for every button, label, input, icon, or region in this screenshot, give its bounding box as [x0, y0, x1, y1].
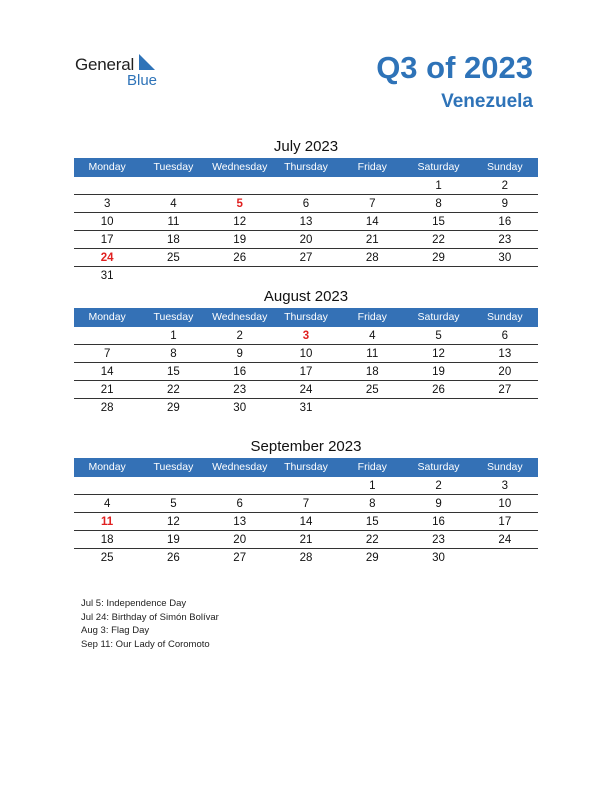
day-cell: 20: [233, 534, 247, 546]
holiday-day-cell: 24: [100, 252, 114, 264]
holiday-notes: [81, 597, 219, 651]
week-row: [74, 513, 538, 531]
empty-day-cell: [273, 177, 339, 194]
day-cell: 27: [299, 252, 313, 264]
weekday-label: Sunday: [487, 461, 523, 473]
holiday-day-cell: 11: [101, 516, 114, 528]
day-cell: 31: [299, 402, 313, 414]
weekday-label: Wednesday: [212, 161, 268, 173]
weekday-label: Monday: [88, 161, 126, 173]
day-cell: 29: [365, 552, 379, 564]
month-title: July 2023: [273, 138, 339, 155]
holiday-note: Sep 11: Our Lady of Coromoto: [81, 638, 210, 650]
day-cell: 25: [167, 252, 180, 264]
day-cell: 13: [299, 216, 313, 228]
day-cell: 22: [432, 234, 445, 246]
day-cell: 18: [167, 234, 180, 246]
day-cell: 13: [498, 348, 512, 360]
empty-day-cell: [472, 399, 538, 416]
week-row: [74, 363, 538, 381]
day-cell: 25: [365, 384, 379, 396]
day-cell: 15: [167, 366, 180, 378]
weekday-label: Friday: [357, 161, 387, 173]
week-row: [74, 231, 538, 249]
week-row: [74, 267, 538, 284]
day-cell: 28: [299, 552, 313, 564]
empty-day-cell: [273, 267, 339, 284]
day-cell: 5: [170, 498, 177, 510]
weekday-header: [74, 158, 538, 177]
day-cell: 16: [498, 216, 512, 228]
empty-day-cell: [405, 399, 471, 416]
month-calendar-august: [74, 286, 538, 416]
day-cell: 19: [167, 534, 180, 546]
week-row: [74, 213, 538, 231]
month-title: August 2023: [263, 288, 349, 305]
weekday-header: [74, 308, 538, 327]
day-cell: 12: [233, 216, 247, 228]
day-cell: 31: [100, 270, 114, 282]
day-cell: 11: [167, 216, 180, 228]
day-cell: 10: [299, 348, 313, 360]
day-cell: 11: [366, 348, 379, 360]
day-cell: 21: [365, 234, 379, 246]
month-calendar-september: [74, 436, 538, 566]
day-cell: 20: [498, 366, 512, 378]
empty-day-cell: [140, 267, 206, 284]
week-row: [74, 495, 538, 513]
day-cell: 3: [501, 480, 509, 492]
day-cell: 5: [435, 330, 442, 342]
day-cell: 9: [435, 498, 442, 510]
empty-day-cell: [339, 177, 405, 194]
brand-logo: [75, 52, 185, 88]
day-cell: 18: [100, 534, 114, 546]
day-cell: 2: [501, 180, 509, 192]
day-cell: 2: [435, 480, 442, 492]
day-cell: 19: [432, 366, 445, 378]
day-cell: 30: [432, 552, 445, 564]
day-cell: 17: [299, 366, 313, 378]
weekday-label: Wednesday: [212, 311, 268, 323]
brand-word-general: General: [75, 55, 135, 74]
week-row: [74, 177, 538, 195]
weekday-label: Thursday: [284, 461, 328, 473]
empty-day-cell: [472, 549, 538, 566]
day-cell: 23: [233, 384, 247, 396]
empty-day-cell: [207, 177, 273, 194]
day-cell: 19: [233, 234, 247, 246]
day-cell: 25: [100, 552, 114, 564]
day-cell: 27: [233, 552, 247, 564]
weekday-label: Thursday: [284, 311, 328, 323]
day-cell: 4: [103, 498, 111, 510]
day-cell: 29: [167, 402, 180, 414]
day-cell: 15: [432, 216, 445, 228]
weekday-label: Thursday: [284, 161, 328, 173]
day-cell: 20: [299, 234, 313, 246]
week-row: [74, 399, 538, 416]
empty-day-cell: [273, 477, 339, 494]
weekday-label: Tuesday: [153, 461, 194, 473]
day-cell: 26: [432, 384, 445, 396]
day-cell: 24: [498, 534, 512, 546]
day-cell: 24: [299, 384, 313, 396]
holiday-note: Jul 24: Birthday of Simón Bolívar: [81, 611, 219, 623]
weekday-label: Sunday: [487, 311, 523, 323]
day-cell: 8: [170, 348, 177, 360]
empty-day-cell: [405, 267, 471, 284]
weekday-label: Friday: [357, 311, 387, 323]
month-calendar-july: [74, 136, 538, 284]
day-cell: 30: [233, 402, 247, 414]
day-cell: 28: [365, 252, 379, 264]
weekday-label: Saturday: [417, 461, 460, 473]
week-row: [74, 249, 538, 267]
day-cell: 6: [236, 498, 243, 510]
day-cell: 8: [435, 198, 442, 210]
week-row: [74, 345, 538, 363]
day-cell: 17: [100, 234, 114, 246]
day-cell: 23: [498, 234, 512, 246]
page-title: Q3 of 2023: [376, 50, 533, 85]
holiday-day-cell: 3: [302, 330, 310, 342]
weekday-label: Sunday: [487, 161, 523, 173]
day-cell: 23: [432, 534, 445, 546]
day-cell: 6: [302, 198, 310, 210]
day-cell: 30: [498, 252, 512, 264]
day-cell: 3: [103, 198, 111, 210]
empty-day-cell: [74, 327, 140, 344]
week-row: [74, 381, 538, 399]
day-cell: 18: [365, 366, 379, 378]
empty-day-cell: [339, 399, 405, 416]
holiday-day-cell: 5: [236, 198, 243, 210]
weekday-label: Saturday: [417, 311, 460, 323]
day-cell: 13: [233, 516, 247, 528]
week-row: [74, 477, 538, 495]
day-cell: 9: [501, 198, 509, 210]
weekday-label: Saturday: [417, 161, 460, 173]
day-cell: 29: [432, 252, 445, 264]
weekday-label: Tuesday: [153, 161, 194, 173]
holiday-note: Jul 5: Independence Day: [81, 598, 187, 609]
brand-triangle-icon: [139, 54, 155, 70]
day-cell: 7: [103, 348, 111, 360]
month-title: September 2023: [250, 438, 362, 455]
day-cell: 26: [167, 552, 180, 564]
holiday-note: Aug 3: Flag Day: [81, 625, 150, 636]
day-cell: 2: [236, 330, 243, 342]
country-title: Venezuela: [441, 91, 533, 112]
day-cell: 15: [365, 516, 379, 528]
day-cell: 10: [100, 216, 114, 228]
week-row: [74, 195, 538, 213]
weekday-label: Friday: [357, 461, 387, 473]
day-cell: 10: [498, 498, 512, 510]
day-cell: 27: [498, 384, 512, 396]
day-cell: 16: [432, 516, 445, 528]
day-cell: 21: [100, 384, 114, 396]
day-cell: 12: [432, 348, 445, 360]
day-cell: 14: [100, 366, 114, 378]
day-cell: 28: [100, 402, 114, 414]
day-cell: 9: [236, 348, 243, 360]
day-cell: 6: [501, 330, 509, 342]
empty-day-cell: [74, 177, 140, 194]
empty-day-cell: [339, 267, 405, 284]
weekday-header: [74, 458, 538, 477]
day-cell: 16: [233, 366, 247, 378]
week-row: [74, 327, 538, 345]
brand-word-blue: Blue: [127, 72, 158, 89]
day-cell: 22: [365, 534, 379, 546]
weekday-label: Monday: [88, 311, 126, 323]
day-cell: 4: [170, 198, 177, 210]
day-cell: 22: [167, 384, 180, 396]
day-cell: 21: [299, 534, 313, 546]
weekday-label: Wednesday: [212, 461, 268, 473]
empty-day-cell: [140, 477, 206, 494]
day-cell: 26: [233, 252, 247, 264]
day-cell: 14: [299, 516, 313, 528]
weekday-label: Tuesday: [153, 311, 194, 323]
day-cell: 1: [435, 180, 442, 192]
week-row: [74, 549, 538, 566]
empty-day-cell: [140, 177, 206, 194]
empty-day-cell: [207, 477, 273, 494]
day-cell: 17: [498, 516, 512, 528]
day-cell: 14: [365, 216, 379, 228]
day-cell: 1: [170, 330, 177, 342]
day-cell: 4: [369, 330, 376, 342]
week-row: [74, 531, 538, 549]
empty-day-cell: [472, 267, 538, 284]
empty-day-cell: [207, 267, 273, 284]
day-cell: 8: [369, 498, 376, 510]
day-cell: 1: [369, 480, 376, 492]
day-cell: 12: [167, 516, 180, 528]
day-cell: 7: [302, 498, 310, 510]
weekday-label: Monday: [88, 461, 126, 473]
empty-day-cell: [74, 477, 140, 494]
day-cell: 7: [369, 198, 376, 210]
